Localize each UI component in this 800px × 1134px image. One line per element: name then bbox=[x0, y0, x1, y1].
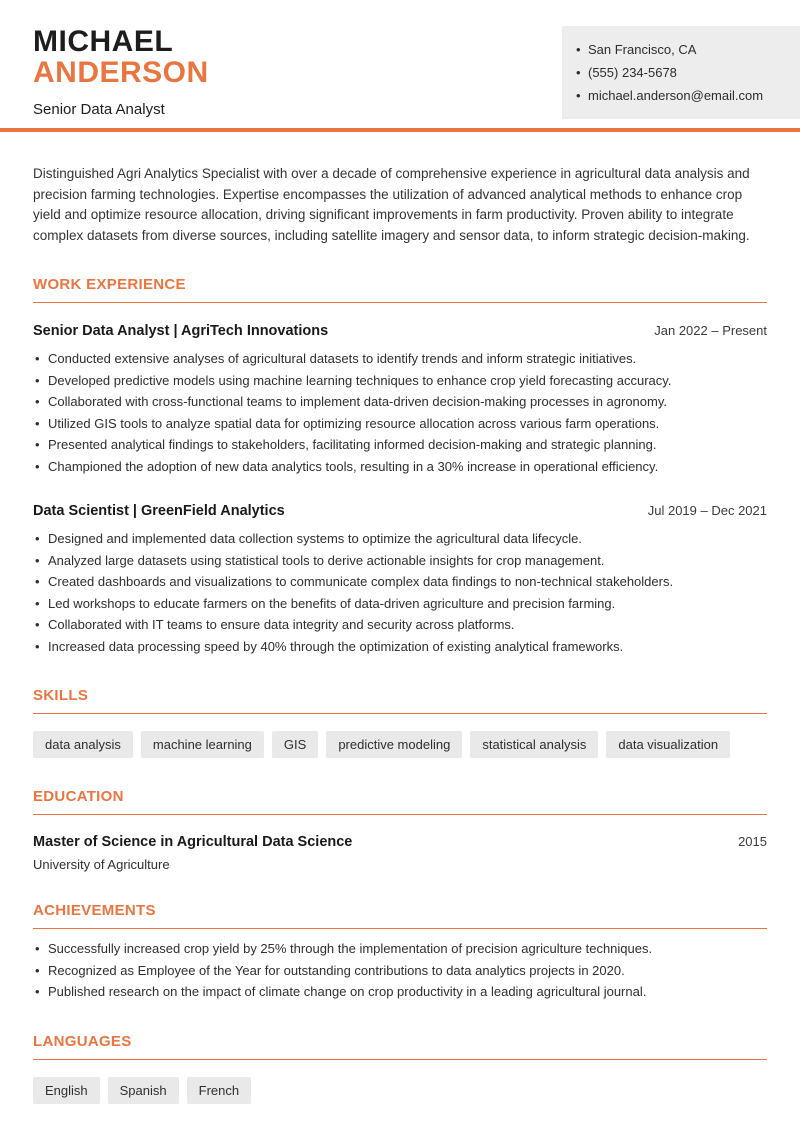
summary-text: Distinguished Agri Analytics Specialist with over a decade of comprehensive experience in agricultural data analysis and precision farming technologies. Expertise encompasses the utilization of advanced analytical methods to enhance crop yield and optimize resource allocation, driving significant improvements in farm productivity. Proven ability to integrate complex datasets from diverse sources, including satellite imagery and sensor data, to inform strategic decision-making. bbox=[33, 166, 750, 243]
skill-tag: data analysis bbox=[33, 731, 133, 758]
contact-text: (555) 234-5678 bbox=[588, 65, 677, 80]
section-title-work-experience: WORK EXPERIENCE bbox=[33, 276, 767, 303]
job-bullet: • Presented analytical findings to stakeholders, facilitating informed decision-making and strategic planning. bbox=[33, 434, 767, 456]
section-skills bbox=[33, 687, 767, 758]
job-bullet: • Championed the adoption of new data analytics tools, resulting in a 30% increase in operational efficiency. bbox=[33, 456, 767, 478]
job-bullet: • Conducted extensive analyses of agricultural datasets to identify trends and inform strategic initiatives. bbox=[33, 348, 767, 370]
skill-tag: machine learning bbox=[141, 731, 264, 758]
achievements-bullet-list bbox=[33, 938, 767, 1003]
education-header bbox=[33, 834, 767, 850]
contact-item bbox=[576, 61, 784, 84]
contact-item bbox=[576, 38, 784, 61]
contact-text: michael.anderson@email.com bbox=[588, 88, 764, 103]
achievement-bullet: • Published research on the impact of climate change on crop productivity in a leading agricultural journal. bbox=[33, 981, 767, 1003]
job-bullet-list bbox=[33, 528, 767, 657]
job-entry-2 bbox=[33, 503, 767, 657]
education-school: University of Agriculture bbox=[33, 857, 170, 872]
contact-box bbox=[562, 26, 800, 119]
education-degree: Master of Science in Agricultural Data Science bbox=[33, 834, 353, 850]
job-bullet: • Utilized GIS tools to analyze spatial data for optimizing resource allocation across various farm operations. bbox=[33, 413, 767, 435]
section-title-skills: SKILLS bbox=[33, 687, 767, 714]
job-bullet: • Increased data processing speed by 40% through the optimization of existing analytical frameworks. bbox=[33, 636, 767, 658]
skill-tag: GIS bbox=[272, 731, 318, 758]
job-bullet: • Analyzed large datasets using statistical tools to derive actionable insights for crop management. bbox=[33, 550, 767, 572]
section-title-achievements: ACHIEVEMENTS bbox=[33, 902, 767, 929]
section-education bbox=[33, 788, 767, 872]
job-bullet: • Led workshops to educate farmers on the benefits of data-driven agriculture and precision farming. bbox=[33, 593, 767, 615]
contact-text: San Francisco, CA bbox=[588, 42, 697, 57]
education-entry bbox=[33, 834, 767, 872]
job-dates: Jul 2019 – Dec 2021 bbox=[647, 503, 767, 518]
section-title-education: EDUCATION bbox=[33, 788, 767, 815]
job-bullet: • Collaborated with IT teams to ensure data integrity and security across platforms. bbox=[33, 614, 767, 636]
language-tag: French bbox=[187, 1077, 251, 1104]
last-name: ANDERSON bbox=[33, 56, 209, 89]
job-title: Data Scientist | GreenField Analytics bbox=[33, 503, 285, 519]
bullet-icon: • bbox=[576, 42, 581, 57]
header-job-title: Senior Data Analyst bbox=[33, 101, 165, 118]
job-bullet: • Collaborated with cross-functional teams to implement data-driven decision-making processes in agronomy. bbox=[33, 391, 767, 413]
section-title-languages: LANGUAGES bbox=[33, 1033, 767, 1060]
job-header bbox=[33, 323, 767, 339]
achievement-bullet: • Successfully increased crop yield by 25% through the implementation of precision agriculture techniques. bbox=[33, 938, 767, 960]
languages-tag-list bbox=[33, 1077, 767, 1104]
bullet-icon: • bbox=[576, 65, 581, 80]
header-divider bbox=[0, 128, 800, 132]
section-languages bbox=[33, 1033, 767, 1104]
contact-item bbox=[576, 84, 784, 107]
job-bullet-list bbox=[33, 348, 767, 477]
skill-tag: predictive modeling bbox=[326, 731, 462, 758]
resume-content bbox=[0, 164, 800, 1134]
education-year: 2015 bbox=[738, 834, 767, 849]
skill-tag: data visualization bbox=[606, 731, 730, 758]
bullet-icon: • bbox=[576, 88, 581, 103]
skill-tag: statistical analysis bbox=[470, 731, 598, 758]
job-bullet: • Developed predictive models using machine learning techniques to enhance crop yield forecasting accuracy. bbox=[33, 370, 767, 392]
job-title: Senior Data Analyst | AgriTech Innovations bbox=[33, 323, 329, 339]
language-tag: English bbox=[33, 1077, 100, 1104]
job-entry-1 bbox=[33, 323, 767, 477]
language-tag: Spanish bbox=[108, 1077, 179, 1104]
first-name: MICHAEL bbox=[33, 25, 174, 58]
section-achievements bbox=[33, 902, 767, 1003]
achievement-bullet: • Recognized as Employee of the Year for outstanding contributions to data analytics projects in 2020. bbox=[33, 960, 767, 982]
section-work-experience bbox=[33, 276, 767, 657]
job-bullet: • Designed and implemented data collection systems to optimize the agricultural data lifecycle. bbox=[33, 528, 767, 550]
job-bullet: • Created dashboards and visualizations to communicate complex data findings to non-technical stakeholders. bbox=[33, 571, 767, 593]
skills-tag-list bbox=[33, 731, 767, 758]
resume-header bbox=[0, 0, 800, 128]
job-dates: Jan 2022 – Present bbox=[654, 323, 767, 338]
job-header bbox=[33, 503, 767, 519]
